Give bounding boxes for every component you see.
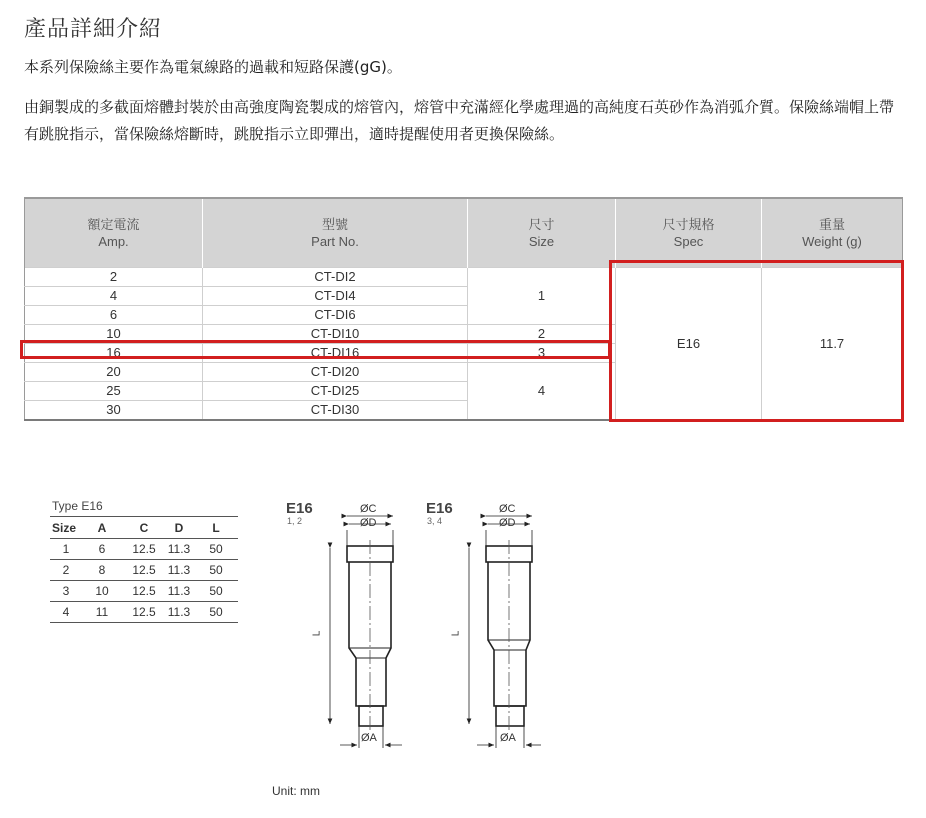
- dim-cell: 50: [194, 581, 238, 602]
- header-amp-zh: 額定電流: [87, 217, 140, 232]
- dim-header: C: [124, 517, 164, 539]
- part-cell: CT-DI6: [203, 306, 468, 325]
- dim-cell: 10: [80, 581, 124, 602]
- part-cell: CT-DI2: [203, 268, 468, 287]
- dim-header: A: [80, 517, 124, 539]
- part-cell: CT-DI16: [203, 344, 468, 363]
- drawing-1-l-label: L: [311, 630, 323, 637]
- dim-cell: 50: [194, 602, 238, 623]
- amp-cell: 25: [25, 382, 203, 401]
- drawing-1-type: E16: [286, 500, 313, 517]
- dim-cell: 2: [50, 560, 80, 581]
- header-spec: [616, 198, 762, 268]
- part-cell: CT-DI20: [203, 363, 468, 382]
- part-cell: CT-DI10: [203, 325, 468, 344]
- dim-header: L: [194, 517, 238, 539]
- highlight-row-16a: [20, 340, 611, 359]
- drawing-2-a-label: ØA: [500, 732, 516, 744]
- amp-cell: 10: [25, 325, 203, 344]
- drawing-2-sizes: 3, 4: [427, 516, 443, 526]
- dim-cell: 11.3: [164, 560, 194, 581]
- dim-cell: 12.5: [124, 560, 164, 581]
- header-weight: [762, 198, 903, 268]
- dim-row: [50, 602, 238, 623]
- dim-cell: 8: [80, 560, 124, 581]
- highlight-spec-weight: [609, 260, 904, 422]
- dim-cell: 11.3: [164, 539, 194, 560]
- dim-cell: 4: [50, 602, 80, 623]
- header-weight-zh: 重量: [818, 217, 845, 232]
- drawing-1-c-label: ØC: [360, 503, 377, 515]
- drawing-2-type: E16: [426, 500, 453, 517]
- fuse-outline-1: [347, 546, 393, 726]
- size-cell: 2: [468, 325, 616, 344]
- header-amp: [25, 198, 203, 268]
- drawing-2-d-label: ØD: [499, 517, 516, 529]
- spec-cell: E16: [616, 268, 762, 421]
- fuse-outline-2: [486, 546, 532, 726]
- dim-cell: 6: [80, 539, 124, 560]
- dim-cell: 12.5: [124, 539, 164, 560]
- weight-cell: 11.7: [762, 268, 903, 421]
- unit-label: Unit: mm: [272, 784, 320, 798]
- dim-cell: 3: [50, 581, 80, 602]
- header-part-en: Part No.: [311, 234, 359, 249]
- size-cell: 3: [468, 344, 616, 363]
- drawing-2-c-label: ØC: [499, 503, 516, 515]
- page-title: 產品詳細介紹: [24, 17, 163, 42]
- amp-cell: 30: [25, 401, 203, 421]
- header-size-en: Size: [528, 234, 555, 249]
- part-cell: CT-DI4: [203, 287, 468, 306]
- dim-cell: 1: [50, 539, 80, 560]
- dim-row: [50, 581, 238, 602]
- amp-cell: 2: [25, 268, 203, 287]
- drawing-2-l-label: L: [450, 630, 462, 637]
- dim-cell: 50: [194, 560, 238, 581]
- dim-cell: 12.5: [124, 581, 164, 602]
- dim-cell: 12.5: [124, 602, 164, 623]
- drawing-1-d-label: ØD: [360, 517, 377, 529]
- drawing-1-sizes: 1, 2: [287, 516, 303, 526]
- header-weight-en: Weight (g): [802, 234, 862, 249]
- dimension-table: [50, 516, 238, 623]
- size-cell: 4: [468, 363, 616, 421]
- header-size: [468, 198, 616, 268]
- header-part-zh: 型號: [321, 217, 348, 232]
- header-part: [203, 198, 468, 268]
- header-spec-en: Spec: [673, 234, 704, 249]
- dim-header: D: [164, 517, 194, 539]
- dim-cell: 50: [194, 539, 238, 560]
- amp-cell: 4: [25, 287, 203, 306]
- part-cell: CT-DI25: [203, 382, 468, 401]
- dim-cell: 11: [80, 602, 124, 623]
- amp-cell: 16: [25, 344, 203, 363]
- part-cell: CT-DI30: [203, 401, 468, 421]
- dimension-table-title: Type E16: [52, 499, 103, 513]
- dim-row: [50, 560, 238, 581]
- dim-header-row: [50, 517, 238, 539]
- dim-cell: 11.3: [164, 602, 194, 623]
- description-text: 由銅製成的多截面熔體封裝於由高強度陶瓷製成的熔管內，熔管中充滿經化學處理過的高純度石英砂作為消弧介質。保險絲端帽上帶有跳脫指示，當保險絲熔斷時，跳脫指示立即彈出，適時提醒使用者更換保險絲。: [24, 98, 895, 143]
- size-cell: 1: [468, 268, 616, 325]
- header-size-zh: 尺寸: [528, 217, 555, 232]
- header-amp-en: Amp.: [98, 234, 129, 249]
- intro-text: 本系列保險絲主要作為電氣線路的過載和短路保護(gG)。: [24, 58, 402, 76]
- dim-row: [50, 539, 238, 560]
- header-spec-zh: 尺寸規格: [662, 217, 715, 232]
- amp-cell: 6: [25, 306, 203, 325]
- drawing-1-a-label: ØA: [361, 732, 377, 744]
- amp-cell: 20: [25, 363, 203, 382]
- dim-header: Size: [50, 517, 80, 539]
- dim-cell: 11.3: [164, 581, 194, 602]
- table-header-row: [25, 198, 903, 268]
